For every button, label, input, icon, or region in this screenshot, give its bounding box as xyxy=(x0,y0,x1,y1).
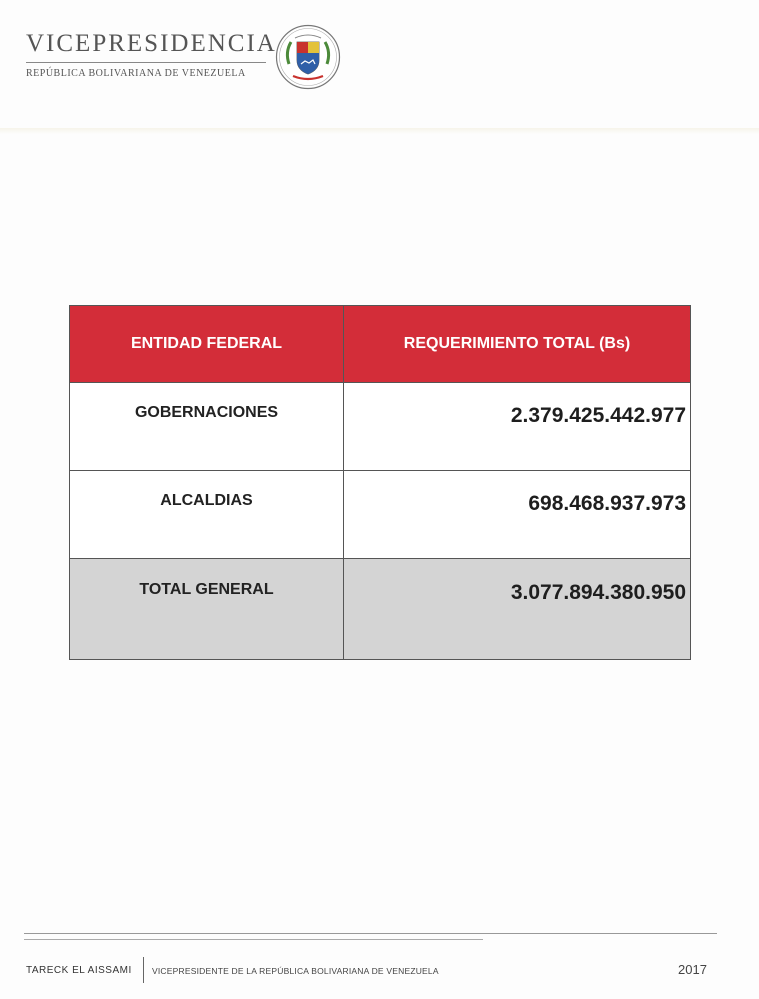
org-subtitle: REPÚBLICA BOLIVARIANA DE VENEZUELA xyxy=(26,68,246,79)
document-year: 2017 xyxy=(678,962,707,977)
header-entidad-federal: ENTIDAD FEDERAL xyxy=(70,306,344,383)
total-amount: 3.077.894.380.950 xyxy=(344,559,691,660)
org-title: VICEPRESIDENCIA xyxy=(26,30,277,57)
entity-cell: GOBERNACIONES xyxy=(70,383,344,471)
footer-rule xyxy=(24,933,717,934)
signatory-name: TARECK EL AISSAMI xyxy=(26,965,132,976)
footer-rule-short xyxy=(24,939,483,940)
table-row xyxy=(70,471,691,559)
title-rule xyxy=(26,62,266,63)
entity-cell: ALCALDIAS xyxy=(70,471,344,559)
total-row xyxy=(70,559,691,660)
total-label: TOTAL GENERAL xyxy=(70,559,344,660)
letterhead xyxy=(0,0,759,135)
footer-divider xyxy=(143,957,144,983)
header-divider xyxy=(0,128,759,134)
table-header-row xyxy=(70,306,691,383)
amount-cell: 698.468.937.973 xyxy=(344,471,691,559)
coat-of-arms-icon xyxy=(275,24,341,90)
amount-cell: 2.379.425.442.977 xyxy=(344,383,691,471)
requirements-table xyxy=(69,305,691,660)
header-requerimiento-total: REQUERIMIENTO TOTAL (Bs) xyxy=(344,306,691,383)
table-row xyxy=(70,383,691,471)
signatory-role: VICEPRESIDENTE DE LA REPÚBLICA BOLIVARIANA DE VENEZUELA xyxy=(152,966,439,976)
